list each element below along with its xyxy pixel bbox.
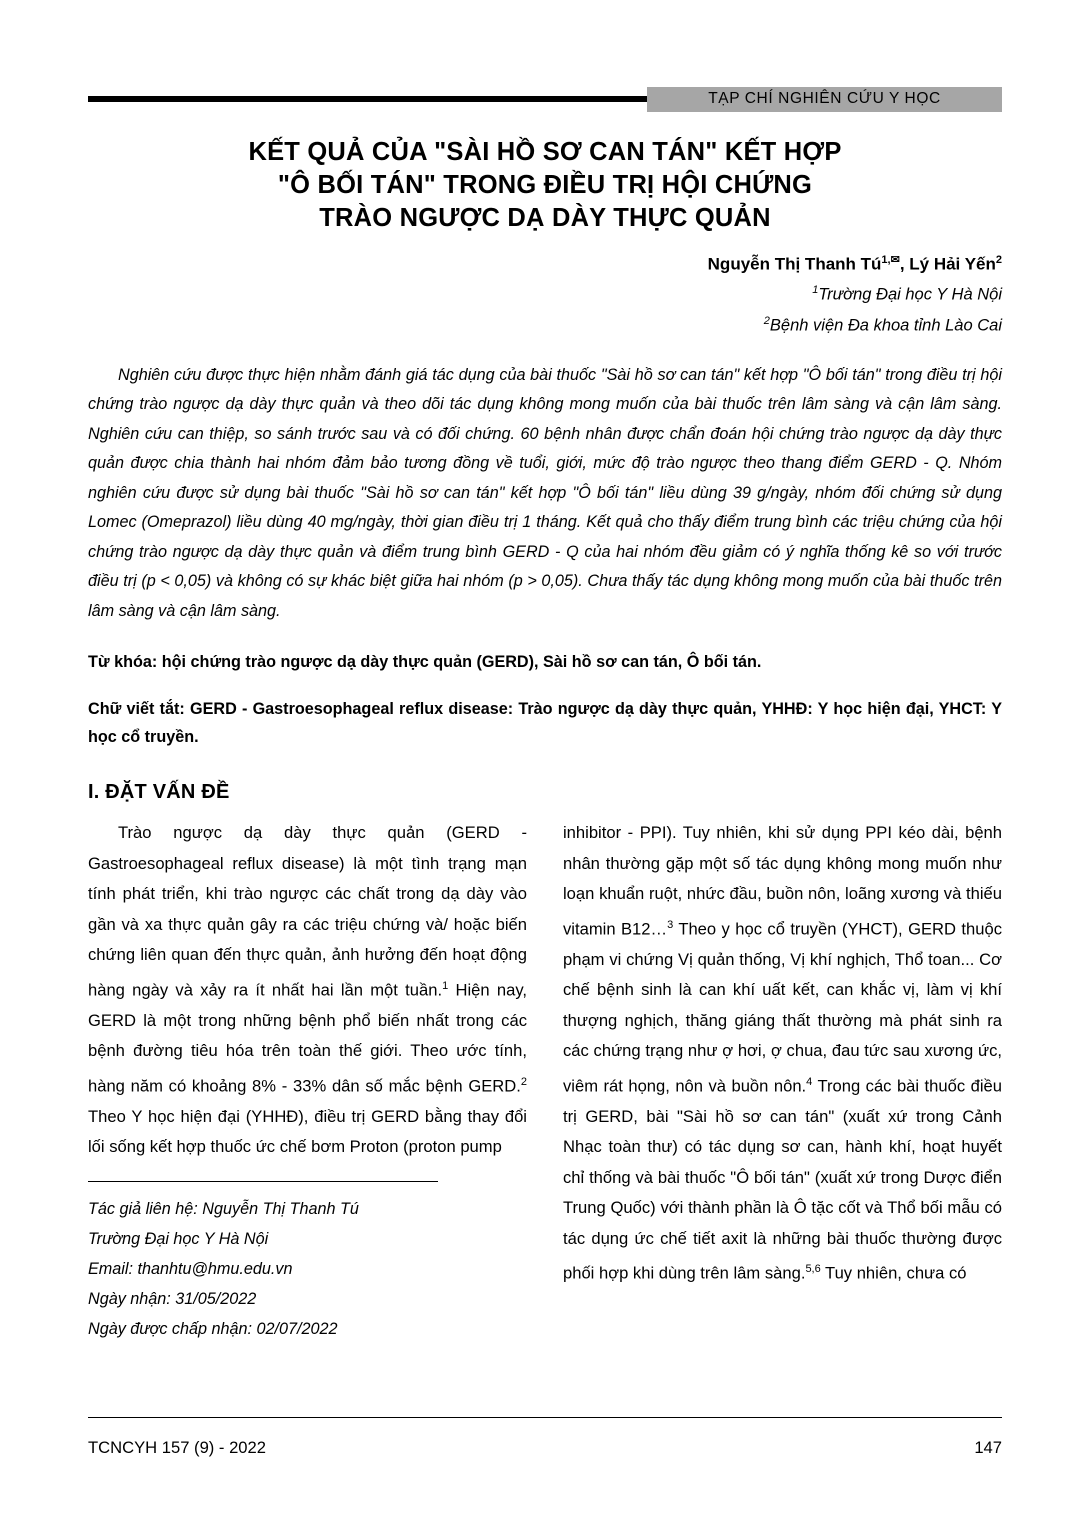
right-p1-part-b: Theo y học cổ truyền (YHCT), GERD thuộc phạm vi chứng Vị quản thống, Vị khí nghịch, Thổ toan... Cơ chế bệnh sinh là can khí uất kết, can khắc vị, làm vị khí thượng nghịch, thăng giáng thất thường mà phát sinh ra các chứng trạng như ợ hơi, ợ chua, đau tức sau xương ức, viêm rát họng, nôn và buồn nôn. [563,919,1003,1096]
footnote-line-2: Trường Đại học Y Hà Nội [88,1230,269,1249]
footer-citation: TCNCYH 157 (9) - 2022 [88,1438,266,1457]
author-name-1: Nguyễn Thị Thanh Tú [707,254,882,274]
page-footer [88,1438,1002,1458]
title-line-2: "Ô BỐI TÁN" TRONG ĐIỀU TRỊ HỘI CHỨNG [277,171,813,199]
footnote-email: Email: thanhtu@hmu.edu.vn [88,1260,293,1279]
body-columns [88,818,1002,1344]
footnote-accepted-date: Ngày được chấp nhận: 02/07/2022 [88,1320,338,1339]
author-name-2: , Lý Hải Yến [899,254,996,274]
left-p1-part-a: Trào ngược dạ dày thực quản (GERD - Gastroesophageal reflux disease) là một tình trạng mạn tính phát triển, khi trào ngược các chất trong dạ dày vào gần và xa thực quản gây ra các triệu chứng và/ hoặc biến chứng liên quan đến thực quản, ảnh hưởng đến hoạt động hàng ngày và xảy ra ít nhất hai lần một tuần. [88,823,527,1000]
right-p1-part-a: inhibitor - PPI). Tuy nhiên, khi sử dụng PPI kéo dài, bệnh nhân thường gặp một số tác dụng không mong muốn như loạn khuẩn ruột, nhức đầu, buồn nôn, loãng xương và thiếu vitamin B12… [563,823,1002,939]
left-p1-part-b: Hiện nay, GERD là một trong những bệnh phổ biến nhất trong các bệnh đường tiêu hóa trên toàn thế giới. Theo ước tính, hàng năm có khoảng 8% - 33% dân số mắc bệnh GERD. [88,980,528,1096]
column-right [563,818,1002,1344]
author-list [88,249,1002,276]
right-p1-part-d: Tuy nhiên, chưa có [820,1263,967,1283]
corresponding-author-block [88,1194,527,1344]
left-p1-ref-2: 2 [520,1075,527,1088]
footnote-received-date: Ngày nhận: 31/05/2022 [88,1290,257,1309]
footer-divider [88,1417,1002,1419]
author-2-marker: 2 [995,254,1002,266]
left-p1-part-c: Theo Y học hiện đại (YHHĐ), điều trị GERD bằng thay đổi lối sống kết hợp thuốc ức chế bơm Proton (proton pump [88,1106,527,1157]
right-p1-ref-3: 5,6 [805,1263,821,1276]
affiliation-2-marker: 2 [763,315,770,328]
page-title [88,136,1002,235]
affiliation-2 [88,309,1002,339]
affiliation-1-text: Trường Đại học Y Hà Nội [818,285,1002,304]
right-p1-ref-2: 4 [806,1075,813,1088]
author-1-marker: 1,✉ [881,254,900,266]
title-line-1: KẾT QUẢ CỦA "SÀI HỒ SƠ CAN TÁN" KẾT HỢP [248,138,842,166]
footnote-divider [88,1181,438,1183]
header-rule [88,96,647,102]
abstract-text: Nghiên cứu được thực hiện nhằm đánh giá tác dụng của bài thuốc "Sài hồ sơ can tán" kết hợp "Ô bối tán" trong điều trị hội chứng trào ngược dạ dày thực quản và theo dõi tác dụng không mong muốn của bài thuốc trên lâm sàng và cận lâm sàng. Nghiên cứu can thiệp, so sánh trước sau và có đối chứng. 60 bệnh nhân được chẩn đoán hội chứng trào ngược dạ dày thực quản được chia thành hai nhóm đảm bảo tương đồng về tuổi, giới, mức độ trào ngược theo thang điểm GERD - Q. Nhóm nghiên cứu được sử dụng bài thuốc "Sài hồ sơ can tán" kết hợp "Ô bối tán" liều dùng 39 g/ngày, nhóm đối chứng sử dụng Lomec (Omeprazol) liều dùng 40 mg/ngày, thời gian điều trị 1 tháng. Kết quả cho thấy điểm trung bình các triệu chứng của hội chứng trào ngược dạ dày thực quản và điểm trung bình GERD - Q của hai nhóm đều giảm có ý nghĩa thống kê so với trước điều trị (p < 0,05) và không có sự khác biệt giữa hai nhóm (p > 0,05). Chưa thấy tác dụng không mong muốn của bài thuốc trên lâm sàng và cận lâm sàng. [88,365,1002,620]
affiliation-1 [88,278,1002,308]
right-paragraph-1 [563,818,1002,1289]
footnote-line-1: Tác giả liên hệ: Nguyễn Thị Thanh Tú [88,1200,359,1219]
affiliation-2-text: Bệnh viện Đa khoa tỉnh Lào Cai [769,316,1002,335]
right-p1-part-c: Trong các bài thuốc điều trị GERD, bài "Sài hồ sơ can tán" (xuất xứ trong Cảnh Nhạc toàn thư) có tác dụng sơ can, hành khí, hoạt huyết chỉ thống và bài thuốc "Ô bối tán" (xuất xứ trong Dược điển Trung Quốc) với thành phần là Ô tặc cốt và Thổ bối mẫu có tác dụng ức chế tiết axit là những bài thuốc thường được phối hợp khi dùng trên lâm sàng. [563,1076,1002,1283]
column-left [88,818,527,1344]
keywords: Từ khóa: hội chứng trào ngược dạ dày thực quản (GERD), Sài hồ sơ can tán, Ô bối tán. [88,653,762,672]
page-header [88,88,1002,110]
left-p1-ref-1: 1 [442,979,449,992]
right-p1-ref-1: 3 [667,918,674,931]
section-heading: I. ĐẶT VẤN ĐỀ [88,781,230,804]
page-number: 147 [974,1438,1002,1457]
abbreviations: Chữ viết tắt: GERD - Gastroesophageal reflux disease: Trào ngược dạ dày thực quản, YHHĐ: Y học hiện đại, YHCT: Y học cổ truyền. [88,700,1002,747]
left-paragraph-1 [88,818,527,1163]
journal-band [647,87,1002,112]
affiliation-1-marker: 1 [812,283,819,296]
journal-name: TẠP CHÍ NGHIÊN CỨU Y HỌC [708,90,941,107]
title-line-3: TRÀO NGƯỢC DẠ DÀY THỰC QUẢN [319,204,771,232]
